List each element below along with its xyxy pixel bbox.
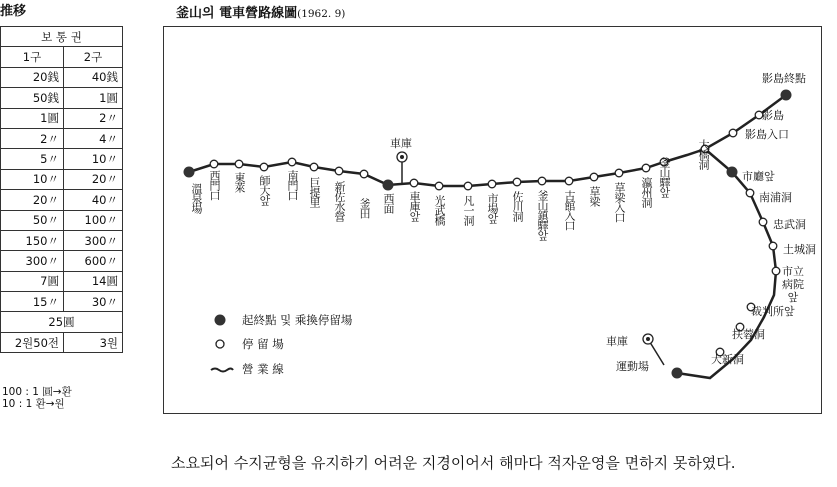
station-label: 大新洞 — [711, 353, 744, 366]
station-label: 土城洞 — [783, 243, 816, 256]
stop-marker — [210, 160, 218, 168]
station-label: 運動場 — [616, 360, 649, 373]
stop-marker — [746, 189, 754, 197]
stop-marker — [565, 177, 573, 185]
fare-row — [1, 108, 123, 128]
station-label: 裁判所앞 — [751, 305, 795, 318]
stop-marker — [288, 158, 296, 166]
station-label: 草梁 — [588, 186, 601, 206]
fare-row — [1, 271, 123, 291]
stop-marker — [464, 182, 472, 190]
fare-row — [1, 210, 123, 230]
stop-marker — [538, 177, 546, 185]
tram-route-map — [163, 26, 822, 414]
station-label: 草梁入口 — [613, 182, 626, 222]
station-label: 溫泉場 — [190, 183, 203, 213]
station-label: 南浦洞 — [759, 191, 792, 204]
fare-row — [1, 169, 123, 189]
terminal-marker — [781, 90, 792, 101]
stop-marker — [769, 242, 777, 250]
station-label: 師大앞 — [258, 175, 271, 205]
fare-row — [1, 190, 123, 210]
stop-marker — [759, 218, 767, 226]
fare-cell-zone1: 2원50전 — [1, 332, 64, 352]
fare-cell-zone1: 50〃 — [1, 210, 64, 230]
fare-cell-zone2: 600〃 — [64, 251, 123, 271]
stop-marker — [310, 163, 318, 171]
fare-cell-zone2: 20〃 — [64, 169, 123, 189]
stop-marker — [410, 179, 418, 187]
fare-row — [1, 292, 123, 312]
station-label: 市廳앞 — [742, 170, 775, 183]
fare-cell-zone2: 30〃 — [64, 292, 123, 312]
station-label: 釜山驛앞 — [658, 157, 671, 197]
station-label: 光武橋 — [433, 195, 446, 225]
fare-row — [1, 251, 123, 271]
stop-marker — [488, 180, 496, 188]
fare-note: 10 : 1 환→원 — [2, 398, 65, 410]
depot-label-bottom: 車庫 — [606, 335, 628, 348]
stop-marker — [235, 160, 243, 168]
map-title-date: (1962. 9) — [297, 8, 346, 20]
station-label: 佐川洞 — [511, 191, 524, 221]
station-label: 扶蓉洞 — [732, 328, 765, 341]
station-label: 古館入口 — [563, 190, 576, 230]
terminal-marker — [184, 167, 195, 178]
fare-row — [1, 149, 123, 169]
station-label: 瀛州洞 — [640, 177, 653, 207]
fare-header-main: 보 통 권 — [1, 27, 123, 47]
fare-cell-zone1: 20銭 — [1, 67, 64, 87]
fare-cell-zone1: 10〃 — [1, 169, 64, 189]
station-label: 市場앞 — [486, 193, 499, 223]
stop-marker — [642, 164, 650, 172]
station-label: 新佐水營 — [333, 181, 346, 221]
station-label: 釜田 — [358, 198, 371, 218]
fare-col2-header: 2구 — [64, 47, 123, 67]
fare-row — [1, 67, 123, 87]
stop-marker — [513, 178, 521, 186]
fare-table — [0, 26, 123, 353]
fare-cell-zone1: 2〃 — [1, 128, 64, 148]
fare-table-heading: 推移 — [0, 4, 27, 19]
station-label: 影島終點 — [762, 72, 806, 85]
station-label: 忠武洞 — [773, 218, 806, 231]
stop-marker — [590, 173, 598, 181]
depot-label-top: 車庫 — [390, 137, 412, 150]
legend-stop-label: 停 留 場 — [242, 337, 284, 351]
legend-line-marker — [211, 369, 233, 372]
fare-cell-zone2: 300〃 — [64, 230, 123, 250]
fare-cell-zone2: 40銭 — [64, 67, 123, 87]
legend-terminal-marker — [215, 315, 226, 326]
fare-note: 100 : 1 圓→환 — [2, 386, 72, 398]
station-label: 南門口 — [286, 170, 299, 200]
stop-marker — [260, 163, 268, 171]
station-label: 市立病院앞 — [782, 265, 804, 304]
fare-cell-zone2: 4〃 — [64, 128, 123, 148]
fare-cell-zone2: 3원 — [64, 332, 123, 352]
terminal-marker — [383, 180, 394, 191]
station-label: 西門口 — [208, 170, 221, 200]
station-label: 東萊 — [233, 172, 246, 192]
fare-cell-zone1: 7圓 — [1, 271, 64, 291]
fare-row — [1, 88, 123, 108]
stop-marker — [335, 167, 343, 175]
station-label: 釜山鎮驛앞 — [536, 190, 549, 240]
station-label: 大橋洞 — [697, 139, 710, 169]
map-title — [176, 2, 345, 21]
fare-cell-zone1: 5〃 — [1, 149, 64, 169]
stop-marker — [360, 170, 368, 178]
fare-col1-header: 1구 — [1, 47, 64, 67]
fare-notes — [2, 386, 72, 410]
fare-cell-zone2: 100〃 — [64, 210, 123, 230]
fare-cell-zone2: 10〃 — [64, 149, 123, 169]
fare-cell-zone2: 2〃 — [64, 108, 123, 128]
map-title-text: 釜山의 電車營路線圖 — [176, 6, 298, 21]
stop-marker — [615, 169, 623, 177]
fare-cell-zone2: 14圓 — [64, 271, 123, 291]
depot-marker-inner — [646, 337, 650, 341]
terminal-marker — [672, 368, 683, 379]
terminal-marker — [727, 167, 738, 178]
fare-row-merged — [1, 312, 123, 332]
fare-cell-zone1: 1圓 — [1, 108, 64, 128]
stop-marker — [729, 129, 737, 137]
fare-row-last — [1, 332, 123, 352]
stop-marker — [435, 182, 443, 190]
station-label: 巨提里 — [308, 177, 321, 207]
fare-cell-zone1: 15〃 — [1, 292, 64, 312]
fare-cell-zone1: 150〃 — [1, 230, 64, 250]
fare-cell-merged: 25圓 — [1, 312, 123, 332]
legend-terminal-label: 起終點 및 乘換停留場 — [242, 313, 353, 327]
fare-cell-zone1: 50銭 — [1, 88, 64, 108]
legend-stop-marker — [216, 340, 224, 348]
fare-cell-zone1: 300〃 — [1, 251, 64, 271]
station-label: 影島入口 — [745, 128, 789, 141]
fare-cell-zone1: 20〃 — [1, 190, 64, 210]
fare-row — [1, 230, 123, 250]
legend-line-label: 營 業 線 — [242, 362, 284, 376]
station-label: 凡一洞 — [462, 195, 475, 225]
station-label: 車庫앞 — [408, 191, 421, 221]
station-label: 西面 — [382, 193, 395, 213]
body-paragraph: 소요되어 수지균형을 유지하기 어려운 지경이어서 해마다 적자운영을 면하지 못하였다. — [171, 454, 736, 472]
fare-row — [1, 128, 123, 148]
station-label: 影島 — [762, 109, 784, 122]
depot-marker-inner — [400, 155, 404, 159]
fare-cell-zone2: 1圓 — [64, 88, 123, 108]
fare-cell-zone2: 40〃 — [64, 190, 123, 210]
